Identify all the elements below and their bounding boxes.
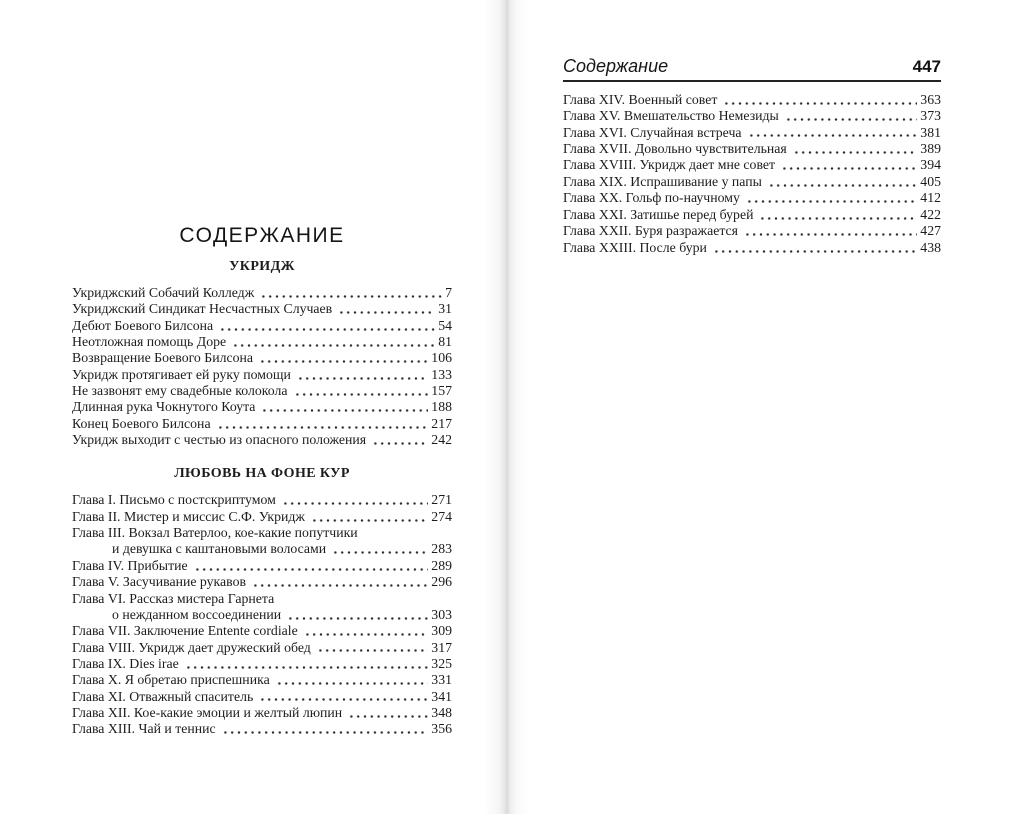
toc-entry-title: Глава XVIII. Укридж дает мне совет (563, 157, 776, 173)
toc-entry-line (72, 334, 452, 350)
toc-entry-line (72, 509, 452, 525)
toc-entry-page: 405 (920, 173, 941, 189)
toc-entry-title: Укридж протягивает ей руку помощи (72, 366, 291, 382)
dot-leader (780, 157, 917, 173)
toc-entry-title: Глава V. Засучивание рукавов (72, 574, 246, 590)
toc-entry-page: 157 (431, 383, 452, 399)
dot-leader (216, 416, 429, 432)
toc-entry-title: Глава II. Мистер и миссис С.Ф. Укридж (72, 508, 305, 524)
toc-entry-line (72, 574, 452, 590)
dot-leader (758, 207, 917, 223)
toc-entry-page: 31 (438, 301, 452, 317)
toc-entry-page: 296 (431, 574, 452, 590)
toc-entry-title: Конец Боевого Билсона (72, 415, 211, 431)
dot-leader (722, 92, 917, 108)
dot-leader (218, 318, 435, 334)
toc-entry-page: 356 (431, 721, 452, 737)
toc-entry-title: Глава XI. Отважный спаситель (72, 688, 254, 704)
dot-leader (747, 125, 918, 141)
dot-leader (251, 574, 428, 590)
toc-entry-line (72, 432, 452, 448)
toc-entry-line (563, 141, 941, 157)
toc-entry-line (563, 108, 941, 124)
toc-entry-title: Длинная рука Чокнутого Коута (72, 399, 256, 415)
toc-entry-title: Неотложная помощь Доре (72, 334, 227, 350)
toc-entry-page: 242 (431, 432, 452, 448)
toc-entry-title: Глава III. Вокзал Ватерлоо, кое-какие попутчики (72, 525, 358, 541)
toc-sections (72, 258, 452, 738)
toc-entry-page: 389 (920, 140, 941, 156)
header-rule (563, 80, 941, 82)
toc-entry-title: Укридж выходит с честью из опасного положения (72, 432, 367, 448)
toc-entry-title: Глава IX. Dies irae (72, 655, 179, 671)
dot-leader (259, 285, 442, 301)
running-header-title: Содержание (563, 56, 669, 76)
toc-entry-page: 381 (920, 124, 941, 140)
running-header-page-number: 447 (912, 57, 941, 76)
toc-entry-line (72, 623, 452, 639)
toc-entry-line (72, 721, 452, 737)
toc-entry-line (72, 640, 452, 656)
toc-entry-page: 54 (438, 317, 452, 333)
toc-entry-line (563, 125, 941, 141)
toc-entry-title: Глава X. Я обретаю приспешника (72, 672, 270, 688)
toc-entry-title: Глава XII. Кое-какие эмоции и желтый люпин (72, 704, 343, 720)
dot-leader (745, 190, 917, 206)
left-page (72, 0, 452, 738)
toc-entries (72, 285, 452, 448)
toc-entry-page: 317 (431, 639, 452, 655)
toc-entry-title: Укриджский Синдикат Несчастных Случаев (72, 301, 333, 317)
dot-leader (193, 558, 429, 574)
toc-entry-title: Глава I. Письмо с постскриптумом (72, 492, 276, 508)
toc-entry-line (72, 367, 452, 383)
toc-entry-line (563, 223, 941, 239)
dot-leader (221, 721, 429, 737)
toc-entry-title: Глава XXI. Затишье перед бурей (563, 206, 754, 222)
toc-entry-page: 289 (431, 557, 452, 573)
toc-entry-page: 325 (431, 655, 452, 671)
toc-entry-title: Глава XIII. Чай и теннис (72, 721, 216, 737)
toc-entry-page: 341 (431, 688, 452, 704)
toc-entry-page: 274 (431, 508, 452, 524)
toc-entry-line (72, 607, 452, 623)
dot-leader (293, 383, 429, 399)
toc-entry-line (563, 92, 941, 108)
toc-entry-line (72, 705, 452, 721)
toc-entry-page: 309 (431, 623, 452, 639)
toc-entry-title: Возвращение Боевого Билсона (72, 350, 253, 366)
toc-entries (563, 92, 941, 257)
dot-leader (231, 334, 435, 350)
toc-entry-title: Глава XVI. Случайная встреча (563, 124, 742, 140)
toc-entry-line (72, 350, 452, 366)
toc-entry-page: 348 (431, 704, 452, 720)
dot-leader (331, 541, 428, 557)
toc-entry-page: 7 (445, 285, 452, 300)
dot-leader (784, 108, 917, 124)
toc-entry-page: 188 (431, 399, 452, 415)
toc-entry-page: 422 (920, 206, 941, 222)
toc-entry-title: Глава VII. Заключение Entente cordiale (72, 623, 298, 639)
toc-entry-line (72, 416, 452, 432)
toc-entry-line (72, 591, 452, 607)
toc-entry-page: 106 (431, 350, 452, 366)
toc-entry-line (72, 301, 452, 317)
toc-entry-line (72, 541, 452, 557)
toc-entry-page: 427 (920, 223, 941, 239)
dot-leader (184, 656, 429, 672)
toc-entry-page: 133 (431, 366, 452, 382)
toc-entry-line (72, 656, 452, 672)
toc-entry-line (563, 240, 941, 256)
toc-entry-line (72, 399, 452, 415)
section-heading: УКРИДЖ (229, 259, 295, 274)
dot-leader (286, 607, 428, 623)
toc-entry-line (72, 689, 452, 705)
toc-entry-line (72, 525, 452, 541)
toc-entry-page: 217 (431, 415, 452, 431)
dot-leader (743, 223, 917, 239)
toc-entry-title: Глава XIX. Испрашивание у папы (563, 173, 762, 189)
toc-entry-title: Глава VI. Рассказ мистера Гарнета (72, 590, 275, 606)
right-page (563, 0, 941, 256)
toc-entry-page: 412 (920, 190, 941, 206)
toc-entry-title: Укриджский Собачий Колледж (72, 285, 255, 300)
toc-entry-page: 303 (431, 606, 452, 622)
toc-entry-title: Дебют Боевого Билсона (72, 317, 214, 333)
toc-entry-page: 394 (920, 157, 941, 173)
dot-leader (371, 432, 428, 448)
toc-entry-line (72, 492, 452, 508)
toc-entry-line (72, 285, 452, 301)
toc-entry-title: Глава XV. Вмешательство Немезиды (563, 108, 779, 124)
toc-entry-title: Глава VIII. Укридж дает дружеский обед (72, 639, 311, 655)
toc-entry-title: Глава XX. Гольф по-научному (563, 190, 740, 206)
dot-leader (792, 141, 918, 157)
dot-leader (712, 240, 917, 256)
toc-entry-line (72, 383, 452, 399)
toc-entry-line (563, 174, 941, 190)
toc-entries (72, 492, 452, 737)
dot-leader (316, 640, 428, 656)
toc-entry-page: 438 (920, 239, 941, 255)
toc-entry-title: Глава XVII. Довольно чувствительная (563, 140, 787, 156)
dot-leader (337, 301, 435, 317)
dot-leader (281, 492, 428, 508)
toc-entry-page: 283 (431, 541, 452, 557)
toc-entry-line (72, 558, 452, 574)
toc-entry-title: и девушка с каштановыми волосами (112, 541, 327, 557)
toc-entry-page: 363 (920, 91, 941, 107)
section-heading: ЛЮБОВЬ НА ФОНЕ КУР (174, 466, 350, 482)
dot-leader (258, 350, 428, 366)
toc-entry-title: Глава XIV. Военный совет (563, 91, 718, 107)
dot-leader (310, 509, 428, 525)
toc-entry-title: Глава XXIII. После бури (563, 239, 707, 255)
toc-entry-title: Глава XXII. Буря разражается (563, 223, 738, 239)
toc-entry-title: Не зазвонят ему свадебные колокола (72, 383, 288, 399)
dot-leader (260, 399, 428, 415)
running-header (563, 56, 941, 77)
toc-entry-page: 81 (438, 334, 452, 350)
toc-entry-title: Глава IV. Прибытие (72, 557, 188, 573)
dot-leader (296, 367, 428, 383)
toc-entry-page: 271 (431, 492, 452, 508)
toc-entry-page: 373 (920, 108, 941, 124)
dot-leader (275, 672, 429, 688)
dot-leader (767, 174, 917, 190)
toc-entry-line (563, 207, 941, 223)
toc-entry-line (72, 672, 452, 688)
toc-title: СОДЕРЖАНИЕ (179, 224, 345, 247)
toc-entry-line (563, 190, 941, 206)
dot-leader (303, 623, 429, 639)
toc-entry-title: о нежданном воссоединении (112, 606, 282, 622)
dot-leader (347, 705, 428, 721)
toc-entry-page: 331 (431, 672, 452, 688)
dot-leader (258, 689, 428, 705)
toc-entry-line (72, 318, 452, 334)
spine-shadow (484, 0, 530, 814)
toc-entry-line (563, 157, 941, 173)
